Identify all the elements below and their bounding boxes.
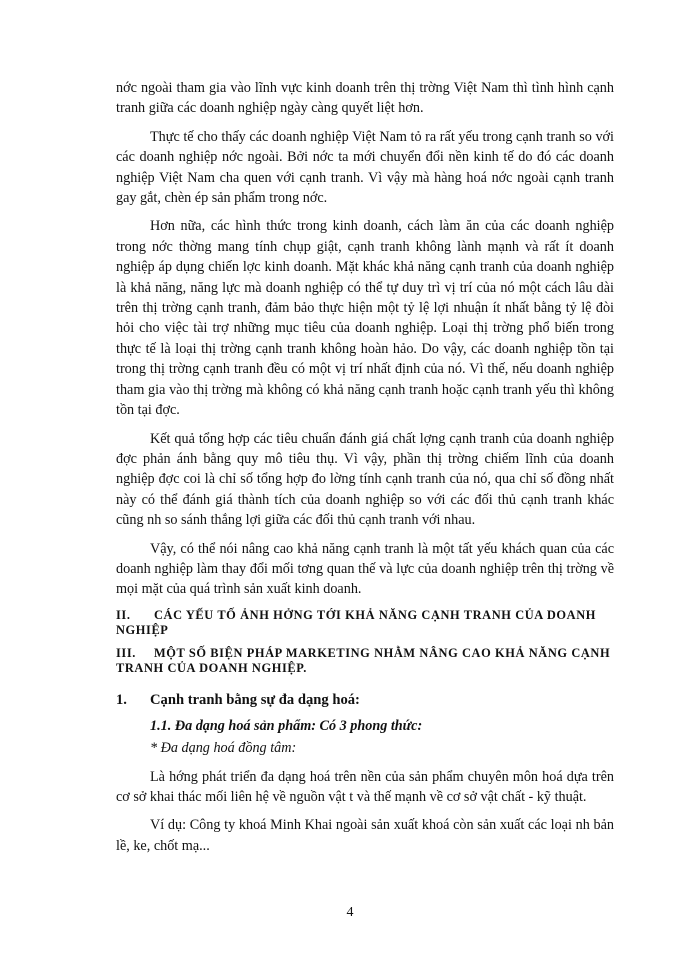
paragraph-5: Vậy, có thể nói nâng cao khả năng cạnh tranh là một tất yếu khách quan của các doanh nghiệp làm thay đổi mối tơng quan thế và lực của doanh nghiệp trên thị trờng về mọi mặt của quá trình sản xuất kinh doanh. bbox=[116, 540, 614, 598]
page-number: 4 bbox=[346, 905, 354, 920]
paragraph-2: Thực tế cho thấy các doanh nghiệp Việt Nam tỏ ra rất yếu trong cạnh tranh so với các doanh nghiệp nớc ngoài. Bởi nớc ta mới chuyển đổi nền kinh tế do đó các doanh nghiệp Việt Nam cha quen với cạnh tranh. Vì vậy mà hàng hoá nớc ngoài cạnh tranh gay gắt, chèn ép sản phẩm trong nớc. bbox=[116, 128, 614, 207]
paragraph-3: Hơn nữa, các hình thức trong kinh doanh, cách làm ăn của các doanh nghiệp trong nớc thờng mang tính chụp giật, cạnh tranh không lành mạnh và rất ít doanh nghiệp áp dụng chiến lợc kinh doanh. Mặt khác khả năng cạnh tranh của doanh nghiệp là khả năng, năng lực mà doanh nghiệp có thể tự duy trì vị trí của nó một cách lâu dài trên thị trờng cạnh tranh, đảm bảo thực hiện một tỷ lệ lợi nhuận ít nhất bằng tỷ lệ đòi hỏi cho việc tài trợ những mục tiêu của doanh nghiệp. Loại thị trờng phổ biến trong thực tế là loại thị trờng cạnh tranh không hoàn hảo. Do vậy, các doanh nghiệp tồn tại trong thị trờng cạnh tranh đều có một vị trí nhất định của nó. Vì thế, nếu doanh nghiệp tham gia vào thị trờng mà không có khả năng cạnh tranh hoặc cạnh tranh yếu thì không tồn tại đợc. bbox=[116, 218, 614, 419]
section-number-ii: II. bbox=[116, 607, 131, 622]
subsection-heading-1-1: 1.1. Đa dạng hoá sản phẩm: Có 3 phong thức: bbox=[150, 717, 423, 734]
subsection-number-1: 1. bbox=[116, 691, 127, 708]
subsection-title-1: Cạnh tranh bằng sự đa dạng hoá: bbox=[150, 691, 360, 708]
section-title-iii: MỘT SỐ BIỆN PHÁP MARKETING NHẰM NÂNG CAO KHẢ NĂNG CẠNH TRANH CỦA DOANH NGHIỆP. bbox=[116, 645, 611, 675]
paragraph-4: Kết quả tổng hợp các tiêu chuẩn đánh giá chất lợng cạnh tranh của doanh nghiệp đợc phản ánh bằng quy mô tiêu thụ. Vì vậy, phần thị trờng chiếm lĩnh của doanh nghiệp đợc coi là chỉ số tổng hợp đo lờng tính cạnh tranh của nó, qua chỉ số đồng nhất này có thể đánh giá thành tích của doanh nghiệp so với các đối thủ cạnh tranh khác cũng nh so sánh thắng lợi giữa các đối thủ cạnh tranh với nhau. bbox=[116, 430, 614, 529]
paragraph-7: Ví dụ: Công ty khoá Minh Khai ngoài sản xuất khoá còn sản xuất các loại nh bản lề, ke, chốt mạ... bbox=[116, 817, 614, 854]
paragraph-6: Là hớng phát triển đa dạng hoá trên nền của sản phẩm chuyên môn hoá dựa trên cơ sở khai thác mối liên hệ về nguồn vật t và thế mạnh về cơ sở vật chất - kỹ thuật. bbox=[116, 768, 614, 805]
section-title-ii: CÁC YẾU TỐ ẢNH HỞNG TỚI KHẢ NĂNG CẠNH TRANH CỦA DOANH NGHIỆP bbox=[116, 607, 596, 637]
section-number-iii: III. bbox=[116, 645, 136, 660]
section-heading-iii bbox=[116, 646, 614, 676]
document-page bbox=[116, 78, 614, 856]
item-heading-concentric: * Đa dạng hoá đồng tâm: bbox=[150, 740, 297, 757]
section-heading-ii bbox=[116, 608, 614, 638]
paragraph-1: nớc ngoài tham gia vào lĩnh vực kinh doanh trên thị trờng Việt Nam thì tình hình cạnh tranh giữa các doanh nghiệp ngày càng quyết liệt hơn. bbox=[116, 80, 614, 117]
subsection-heading-1 bbox=[116, 690, 614, 710]
